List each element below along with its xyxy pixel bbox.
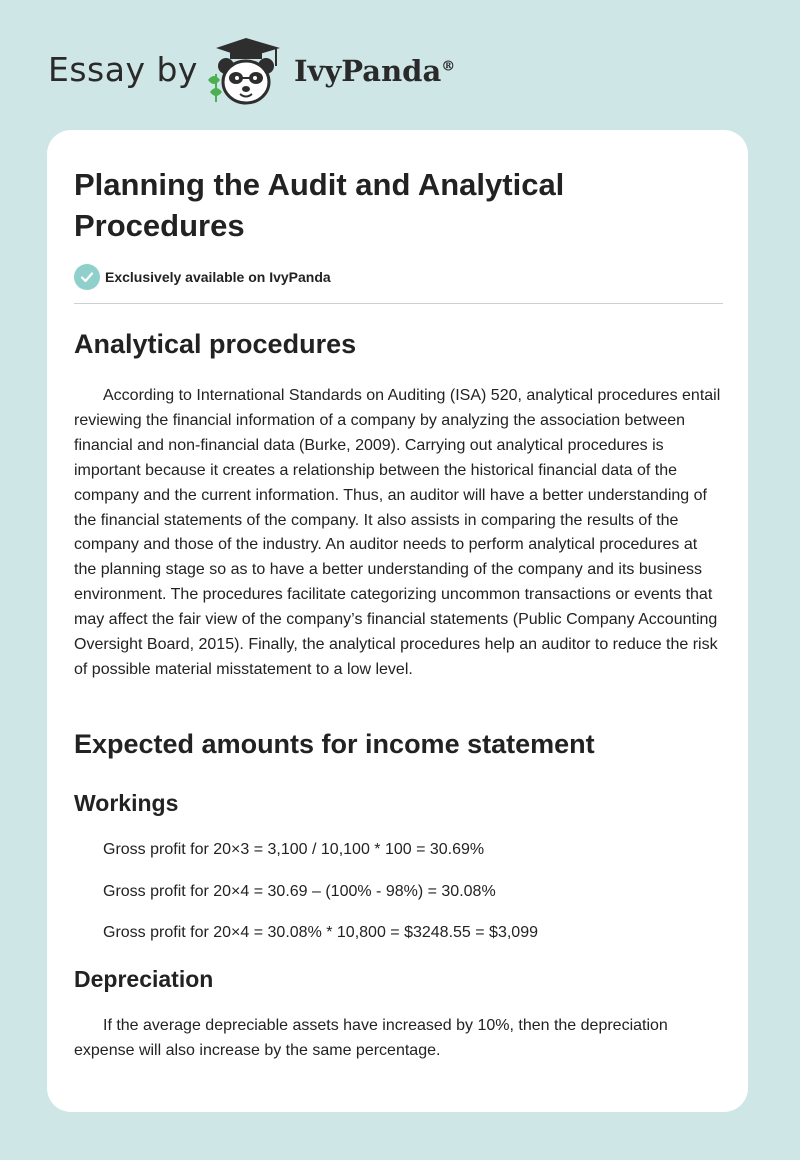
brand-name[interactable]: IvyPanda® [294,54,456,88]
panda-logo-icon[interactable] [202,36,290,108]
brand-prefix: Essay by [48,50,198,89]
section-heading-analytical: Analytical procedures [74,329,357,359]
working-line: Gross profit for 20×4 = 30.08% * 10,800 = $3248.55 = $3,099 [103,924,538,941]
working-line: Gross profit for 20×3 = 3,100 / 10,100 * 100 = 30.69% [103,841,485,858]
paragraph-analytical: According to International Standards on Auditing (ISA) 520, analytical procedures entail reviewing the financial information of a company by analyzing the association between financial and non-financial data (Burke, 2009). Carrying out analytical procedures is important because it creates a relationship between the historical financial data of the company and the current information. Thus, an auditor will have a better understanding of the financial statements of the company. It also assists in comparing the results of the company and those of the industry. An auditor needs to perform analytical procedures at the planning stage so as to have a better understanding of the company and its business environment. The procedures facilitate categorizing uncommon transactions or events that may affect the fair view of the company’s financial statements (Public Company Accounting Oversight Board, 2015). Finally, the analytical procedures help an auditor to reduce the risk of possible material misstatement to a low level. [74,387,721,678]
page-title: Planning the Audit and Analytical Procedures [74,167,565,243]
check-icon [74,264,100,290]
working-line: Gross profit for 20×4 = 30.69 – (100% - 98%) = 30.08% [103,883,496,900]
subheading-depreciation: Depreciation [74,966,214,992]
section-heading-expected: Expected amounts for income statement [74,729,595,759]
essay-card [47,130,748,1112]
divider [74,303,723,304]
badge-label: Exclusively available on IvyPanda [105,269,331,285]
subheading-workings: Workings [74,790,179,816]
exclusive-badge [74,264,331,290]
site-header [48,36,748,108]
paragraph-depreciation: If the average depreciable assets have increased by 10%, then the depreciation expense will also increase by the same percentage. [74,1017,668,1059]
